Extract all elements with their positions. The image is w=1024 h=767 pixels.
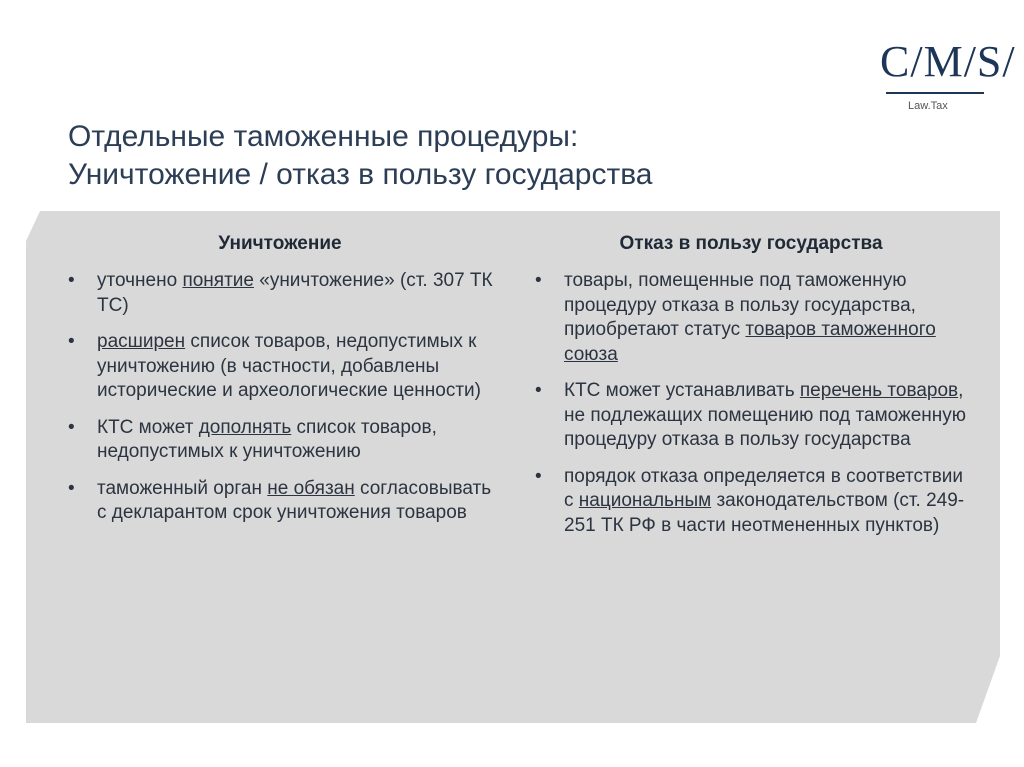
destruction-list <box>60 269 500 526</box>
content-panel <box>26 211 1000 723</box>
abandonment-heading: Отказ в пользу государства <box>619 233 883 254</box>
destruction-column <box>60 233 500 538</box>
slide-title <box>68 118 848 194</box>
list-item: • КТС может устанавливать перечень товаров, не подлежащих помещению под таможенную процедуру отказа в пользу государства <box>527 379 975 453</box>
logo-mark: C/M/S/ <box>880 37 1016 86</box>
list-item: • расширен список товаров, недопустимых к уничтожению (в частности, добавлены исторические и археологические ценности) <box>60 330 500 404</box>
logo-subtitle: Law.Tax <box>908 100 948 112</box>
list-item: • порядок отказа определяется в соответствии с национальным законодательством (ст. 249-251 ТК РФ в части неотмененных пунктов) <box>527 465 975 539</box>
slide-title-line1: Отдельные таможенные процедуры: <box>68 120 579 153</box>
cms-logo <box>880 37 1016 120</box>
abandonment-column <box>527 233 975 550</box>
list-item: • уточнено понятие «уничтожение» (ст. 307 ТК ТС) <box>60 269 500 318</box>
destruction-heading: Уничтожение <box>218 233 342 254</box>
list-item: • товары, помещенные под таможенную процедуру отказа в пользу государства, приобретают статус товаров таможенного союза <box>527 269 975 367</box>
logo-rule <box>886 92 984 94</box>
slide-title-line2: Уничтожение / отказ в пользу государства <box>68 158 653 191</box>
list-item: • таможенный орган не обязан согласовывать с декларантом срок уничтожения товаров <box>60 477 500 526</box>
list-item: • КТС может дополнять список товаров, недопустимых к уничтожению <box>60 416 500 465</box>
abandonment-list <box>527 269 975 538</box>
